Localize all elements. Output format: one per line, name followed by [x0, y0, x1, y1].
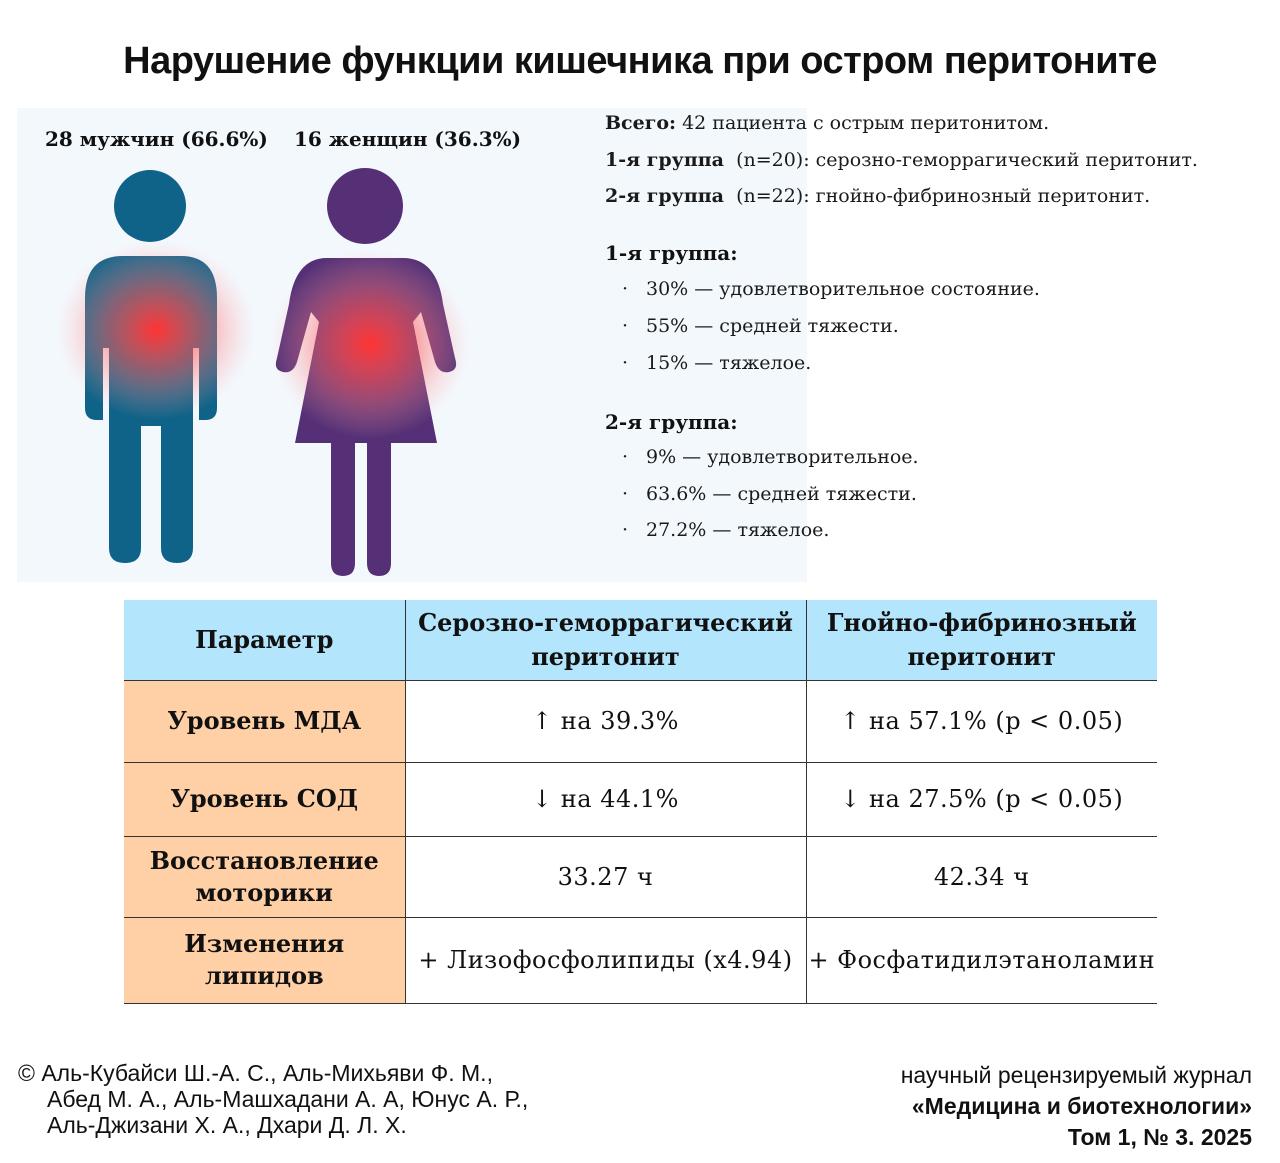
group2-heading: 2-я группа:	[605, 410, 738, 434]
results-table	[124, 600, 1157, 1004]
journal-block	[901, 1060, 1252, 1153]
table-row	[124, 836, 1157, 917]
list-item: · 30% — удовлетворительное состояние.	[622, 278, 1040, 300]
table-row	[124, 680, 1157, 762]
male-pain-glow	[56, 240, 256, 420]
group2-line	[605, 185, 1150, 207]
authors-block	[18, 1060, 528, 1138]
row-value-purulent: ↓ на 27.5% (p < 0.05)	[806, 762, 1157, 836]
row-value-purulent: ↑ на 57.1% (p < 0.05)	[806, 680, 1157, 762]
total-text: 42 пациента с острым перитонитом.	[676, 112, 1050, 134]
group1-heading: 1-я группа:	[605, 241, 738, 265]
row-value-purulent: + Фосфатидилэтаноламин	[806, 917, 1157, 1003]
total-line	[605, 112, 1049, 134]
journal-type: научный рецензируемый журнал	[900, 1062, 1252, 1088]
author-line: Аль-Джизани Х. А., Дхари Д. Л. Х.	[47, 1112, 407, 1138]
row-value-serous: 33.27 ч	[405, 836, 806, 917]
list-item: · 63.6% — средней тяжести.	[622, 483, 917, 505]
author-line: © Аль-Кубайси Ш.-А. С., Аль-Михьяви Ф. М.,	[18, 1060, 493, 1086]
row-value-serous: ↑ на 39.3%	[405, 680, 806, 762]
list-item: · 15% — тяжелое.	[622, 352, 812, 374]
human-figures-illustration	[17, 108, 807, 582]
group1-line	[605, 149, 1198, 171]
women-count-label: 16 женщин (36.3%)	[294, 127, 522, 151]
author-line: Абед М. А., Аль-Машхадани А. А, Юнус А. Р.,	[47, 1086, 529, 1112]
row-param: Восстановление моторики	[124, 836, 405, 917]
row-param: Изменения липидов	[124, 917, 405, 1003]
header-serous: Серозно-геморрагический перитонит	[405, 600, 806, 680]
group1-text: (n=20): серозно-геморрагический перитонит.	[723, 149, 1198, 171]
group2-label: 2-я группа	[605, 185, 724, 207]
group2-text: (n=22): гнойно-фибринозный перитонит.	[723, 185, 1151, 207]
total-label: Всего:	[605, 112, 677, 134]
row-value-serous: ↓ на 44.1%	[405, 762, 806, 836]
table-row	[124, 917, 1157, 1003]
female-pain-glow	[270, 249, 470, 439]
row-value-serous: + Лизофосфолипиды (x4.94)	[405, 917, 806, 1003]
row-param: Уровень МДА	[124, 680, 405, 762]
figures-panel	[17, 108, 807, 582]
row-value-purulent: 42.34 ч	[806, 836, 1157, 917]
men-count-label: 28 мужчин (66.6%)	[45, 127, 268, 151]
page-title: Нарушение функции кишечника при остром перитоните	[123, 40, 1157, 82]
row-param: Уровень СОД	[124, 762, 405, 836]
list-item: · 55% — средней тяжести.	[622, 315, 899, 337]
journal-name: «Медицина и биотехнологии»	[911, 1093, 1252, 1119]
table-row	[124, 762, 1157, 836]
list-item: · 9% — удовлетворительное.	[622, 446, 919, 468]
list-item: · 27.2% — тяжелое.	[622, 519, 830, 541]
group1-label: 1-я группа	[605, 149, 724, 171]
header-purulent: Гнойно-фибринозный перитонит	[806, 600, 1157, 680]
journal-issue: Том 1, № 3. 2025	[1067, 1124, 1252, 1150]
header-parameter: Параметр	[124, 600, 405, 680]
table-header-row	[124, 600, 1157, 680]
